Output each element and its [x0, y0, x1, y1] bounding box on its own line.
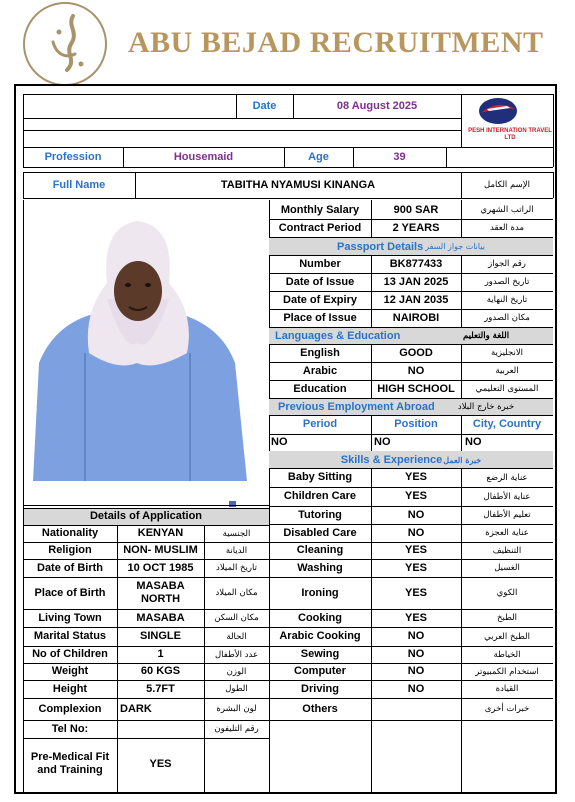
- language-education-label: Education: [293, 382, 347, 395]
- skill-children-care-value: YES: [404, 490, 427, 502]
- language-education-arabic: المستوى التعليمي: [475, 384, 539, 394]
- skill-sewing-arabic: الخياطة: [493, 649, 521, 660]
- date-label: Date: [252, 99, 277, 112]
- application-tel-no-arabic: رقم التليفون: [214, 724, 259, 734]
- employment-position-value: NO: [374, 436, 391, 448]
- skill-baby-sitting-arabic: عناية الرضع: [486, 472, 528, 483]
- calligraphy-logo-icon: [23, 2, 107, 86]
- skills-title: [269, 451, 553, 468]
- passport-date-of-issue-label: Date of Issue: [285, 275, 355, 288]
- skill-cooking-arabic: الطبخ: [497, 613, 517, 623]
- passport-place-of-issue-arabic: مكان الصدور: [484, 313, 530, 323]
- application-height-arabic: الطول: [225, 684, 248, 694]
- contract-period-arabic: مدة العقد: [490, 223, 524, 233]
- skill-ironing-label: Ironing: [301, 586, 339, 599]
- skill-arabic-cooking-label: Arabic Cooking: [279, 630, 361, 642]
- employment-title-ar: خبرة خارج البلاد: [457, 401, 515, 412]
- skill-ironing-arabic: الكوي: [496, 588, 518, 598]
- application-living-town-arabic: مكان السكن: [214, 613, 259, 623]
- employment-header-city: City, Country: [472, 418, 542, 430]
- skill-arabic-cooking-value: NO: [407, 630, 425, 642]
- skill-children-care-arabic: عناية الأطفال: [483, 491, 531, 502]
- contract-period-label: Contract Period: [278, 221, 362, 234]
- application-nationality-label: Nationality: [41, 527, 99, 539]
- application-tel-no-label: Tel No:: [51, 722, 89, 735]
- application-religion-arabic: الديانة: [225, 545, 248, 556]
- passport-place-of-issue-value: NAIROBI: [392, 311, 440, 324]
- skill-computer-label: Computer: [294, 665, 346, 677]
- application-marital-status-value: SINGLE: [140, 630, 181, 642]
- contract-period-value: 2 YEARS: [392, 221, 440, 234]
- application-tel-no-value: [117, 720, 204, 738]
- passport-number-value: BK877433: [389, 257, 443, 270]
- language-english-label: English: [300, 346, 340, 359]
- application-place-of-birth-value: MASABA NORTH: [136, 580, 185, 605]
- monthly-salary-value: 900 SAR: [393, 203, 439, 216]
- skill-tutoring-arabic: تعليم الأطفال: [483, 510, 531, 520]
- photo-handle-icon: [229, 501, 236, 507]
- application-complexion-arabic: لون البشرة: [216, 704, 257, 714]
- skill-baby-sitting-label: Baby Sitting: [287, 471, 353, 483]
- skill-computer-arabic: استخدام الكمبيوتر: [475, 666, 539, 677]
- application-no-of-children-value: 1: [157, 648, 164, 660]
- application-religion-value: NON- MUSLIM: [123, 544, 198, 556]
- profession-value: Housemaid: [173, 150, 234, 163]
- skill-others-arabic: خبرات أخرى: [484, 704, 530, 714]
- skill-computer-value: NO: [407, 665, 425, 677]
- application-date-of-birth-value: 10 OCT 1985: [127, 561, 194, 574]
- skill-disabled-care-arabic: عناية العجزة: [485, 528, 529, 538]
- employment-header-period: Period: [302, 418, 338, 430]
- passport-date-of-expiry-label: Date of Expiry: [283, 293, 357, 306]
- company-name: ABU BEJAD RECRUITMENT: [128, 26, 544, 59]
- language-arabic-value: NO: [407, 364, 425, 377]
- passport-date-of-expiry-value: 12 JAN 2035: [383, 293, 449, 306]
- application-date-of-birth-label: Date of Birth: [37, 561, 103, 574]
- skill-baby-sitting-value: YES: [404, 471, 427, 483]
- employment-city-value: NO: [465, 436, 482, 448]
- application-complexion-label: Complexion: [38, 702, 102, 715]
- passport-number-label: Number: [299, 257, 341, 270]
- skill-others-value: [371, 698, 461, 720]
- candidate-photo: [25, 203, 250, 481]
- fullname-arabic: الإسم الكامل: [484, 180, 530, 190]
- skill-disabled-care-value: NO: [407, 526, 425, 539]
- skill-tutoring-label: Tutoring: [298, 508, 342, 521]
- application-place-of-birth-label: Place of Birth: [34, 586, 106, 599]
- application-religion-label: Religion: [48, 544, 92, 556]
- application-living-town-value: MASABA: [136, 611, 185, 624]
- skill-others-label: Others: [302, 702, 338, 715]
- skill-arabic-cooking-arabic: الطبخ العربي: [484, 631, 530, 642]
- passport-date-of-expiry-arabic: تاريخ النهاية: [486, 295, 528, 305]
- skill-children-care-label: Children Care: [283, 490, 357, 502]
- application-height-value: 5.7FT: [146, 682, 175, 695]
- profession-label: Profession: [44, 150, 102, 163]
- skills-title-en: Skills & Experience: [340, 453, 443, 466]
- application-nationality-value: KENYAN: [137, 527, 184, 539]
- language-english-arabic: الانجليزية: [490, 348, 524, 358]
- application-weight-arabic: الوزن: [226, 666, 247, 677]
- skills-title-ar: خبرة العمل: [443, 454, 482, 465]
- skill-cleaning-arabic: التنظيف: [492, 545, 522, 556]
- skill-disabled-care-label: Disabled Care: [283, 526, 357, 539]
- passport-date-of-issue-arabic: تاريخ الصدور: [484, 277, 530, 287]
- application-complexion-value: DARK: [120, 702, 152, 715]
- application-living-town-label: Living Town: [38, 611, 102, 624]
- monthly-salary-label: Monthly Salary: [280, 203, 360, 216]
- skill-tutoring-value: NO: [407, 508, 425, 521]
- employment-title: Previous Employment Abroad: [278, 400, 435, 413]
- date-value: 08 August 2025: [336, 99, 418, 112]
- employment-header-position: Position: [394, 418, 438, 430]
- language-arabic-label: Arabic: [302, 364, 338, 377]
- application-weight-value: 60 KGS: [140, 665, 181, 677]
- plane-logo-icon: [477, 97, 519, 125]
- application-place-of-birth-arabic: مكان الميلاد: [215, 588, 258, 598]
- age-label: Age: [308, 150, 329, 163]
- skill-cooking-value: YES: [404, 611, 427, 624]
- language-education-value: HIGH SCHOOL: [377, 382, 455, 395]
- agency-name: PESH INTERNATION TRAVEL LTD: [468, 128, 552, 141]
- application-no-of-children-arabic: عدد الأطفال: [214, 649, 259, 660]
- fullname-label: Full Name: [52, 178, 106, 191]
- language-arabic-arabic: العربية: [495, 366, 519, 376]
- application-pre-medical-fit-and-training-value: YES: [149, 757, 172, 770]
- skill-cleaning-label: Cleaning: [296, 544, 344, 556]
- monthly-salary-arabic: الراتب الشهري: [480, 205, 534, 215]
- skill-sewing-label: Sewing: [300, 648, 340, 660]
- skill-driving-value: NO: [407, 682, 425, 695]
- skill-washing-label: Washing: [297, 561, 343, 574]
- skill-ironing-value: YES: [404, 586, 427, 599]
- passport-number-arabic: رقم الجواز: [488, 259, 526, 269]
- skill-driving-label: Driving: [301, 682, 339, 695]
- skill-washing-value: YES: [404, 561, 427, 574]
- skill-sewing-value: NO: [407, 648, 425, 660]
- passport-title-ar: بيانات جواز السفر: [425, 242, 485, 251]
- application-height-label: Height: [52, 682, 88, 695]
- application-pre-medical-fit-and-training-label: Pre-Medical Fit and Training: [30, 751, 110, 776]
- application-title: Details of Application: [89, 510, 203, 522]
- application-weight-label: Weight: [51, 665, 89, 677]
- language-english-value: GOOD: [399, 346, 433, 359]
- skill-washing-arabic: الغسيل: [494, 563, 520, 573]
- passport-title: [269, 238, 553, 255]
- languages-title-ar: اللغة والتعليم: [462, 330, 510, 341]
- application-date-of-birth-arabic: تاريخ الميلاد: [216, 563, 257, 573]
- fullname-value: TABITHA NYAMUSI KINANGA: [220, 178, 376, 191]
- skill-driving-arabic: القيادة: [495, 684, 519, 694]
- passport-title-en: Passport Details: [337, 240, 424, 253]
- application-marital-status-arabic: الحالة: [226, 631, 247, 642]
- skill-cooking-label: Cooking: [298, 611, 342, 624]
- application-marital-status-label: Marital Status: [33, 630, 107, 642]
- application-no-of-children-label: No of Children: [32, 648, 108, 660]
- languages-title: Languages & Education: [275, 329, 401, 342]
- skill-cleaning-value: YES: [404, 544, 427, 556]
- employment-period-value: NO: [271, 436, 288, 448]
- application-pre-medical-fit-and-training-arabic: [204, 738, 269, 790]
- application-nationality-arabic: الجنسية: [222, 528, 251, 539]
- passport-place-of-issue-label: Place of Issue: [283, 311, 357, 324]
- passport-date-of-issue-value: 13 JAN 2025: [383, 275, 449, 288]
- age-value: 39: [393, 150, 406, 163]
